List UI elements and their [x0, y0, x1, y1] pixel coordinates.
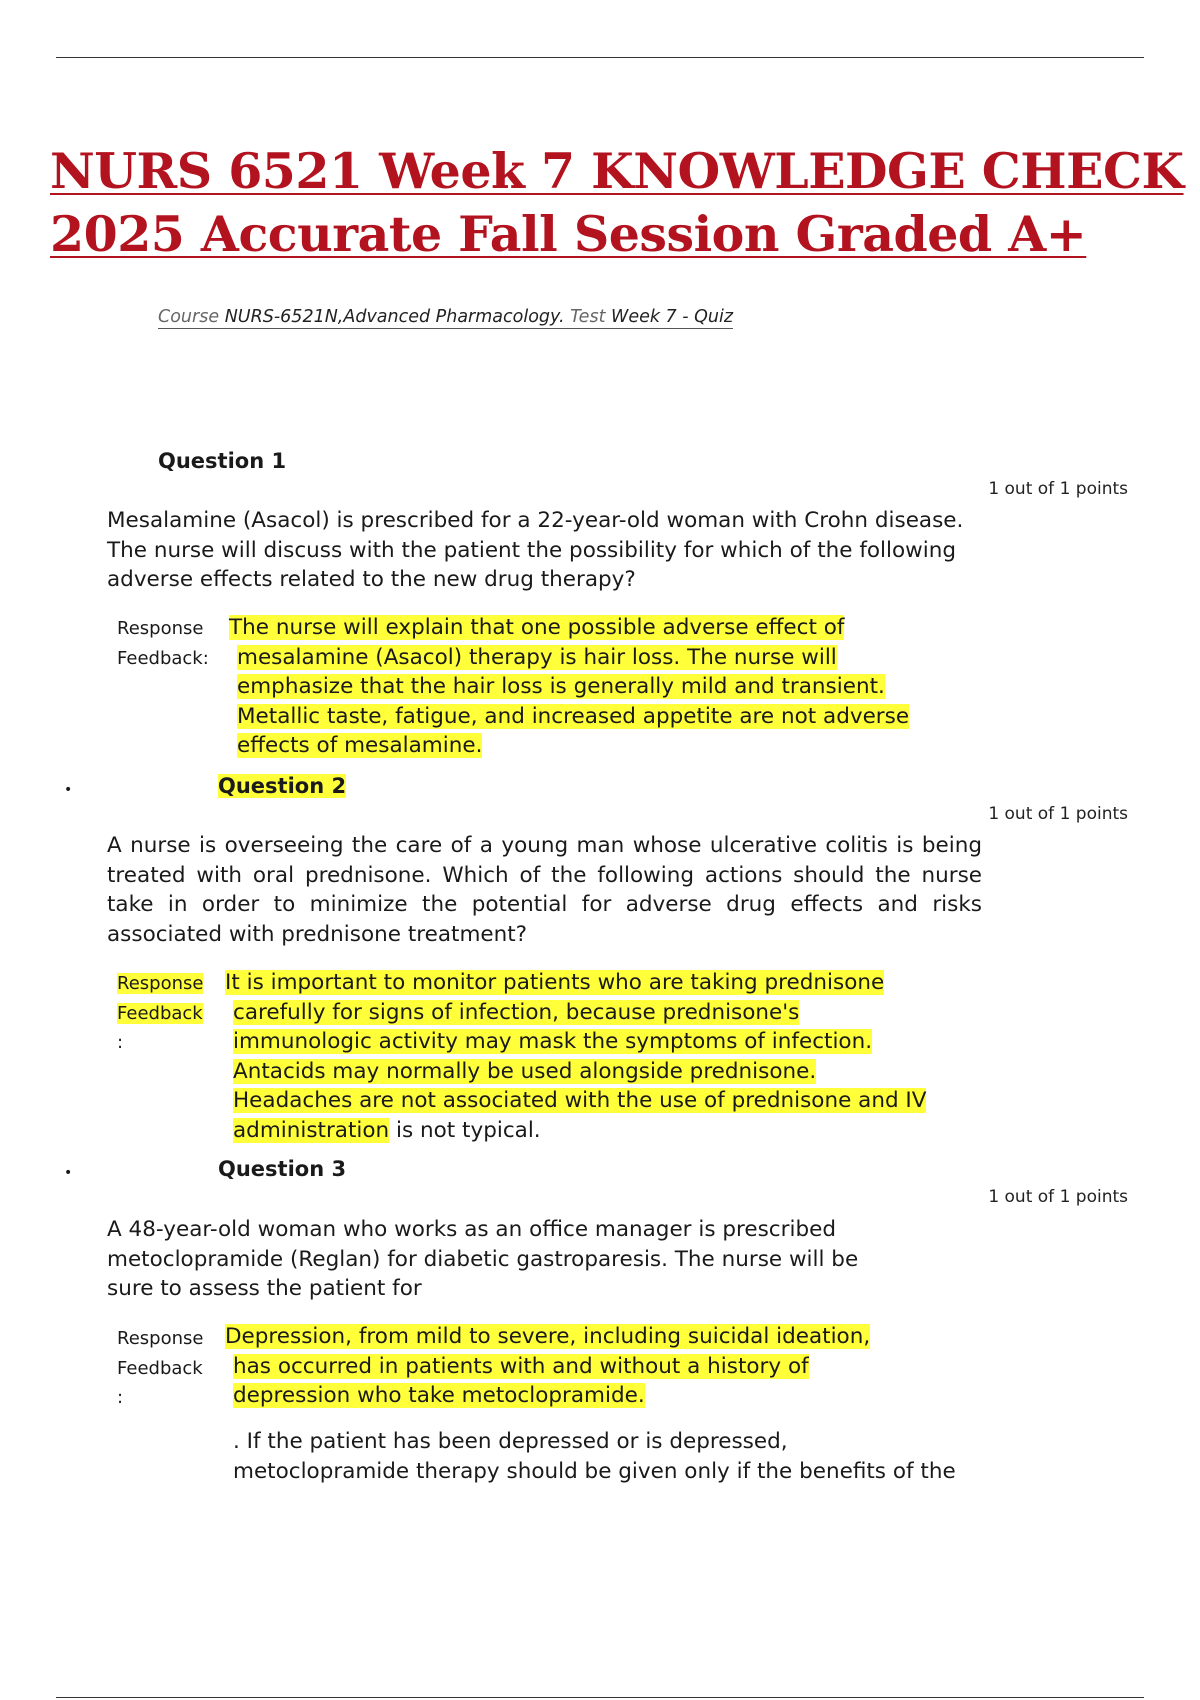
bottom-rule	[56, 1697, 1144, 1698]
feedback-line: effects of mesalamine.	[237, 733, 483, 758]
question-3-feedback	[225, 1322, 870, 1411]
feedback-line: Metallic taste, fatigue, and increased appetite are not adverse	[237, 703, 910, 729]
feedback-line: immunologic activity may mask the symptoms of infection.	[233, 1029, 873, 1054]
feedback-line: It is important to monitor patients who are taking prednisone	[225, 970, 885, 995]
label-colon: :	[117, 1387, 124, 1408]
question-2-points: 1 out of 1 points	[988, 804, 1128, 824]
feedback-line: The nurse will explain that one possible adverse effect of	[229, 615, 845, 640]
course-line	[158, 307, 733, 329]
question-3-text-line: metoclopramide (Reglan) for diabetic gastroparesis. The nurse will be	[107, 1246, 859, 1272]
label-colon: :	[117, 1032, 124, 1053]
question-3-feedback-label	[117, 1324, 203, 1413]
label-feedback: Feedback	[117, 1002, 203, 1024]
question-1-points: 1 out of 1 points	[988, 479, 1128, 499]
feedback-line: depression who take metoclopramide.	[233, 1383, 645, 1408]
feedback-line: emphasize that the hair loss is generally mild and transient.	[237, 674, 885, 699]
question-2-feedback-label	[117, 969, 203, 1058]
feedback-line: mesalamine (Asacol) therapy is hair loss. The nurse will	[237, 644, 837, 670]
question-2-feedback	[225, 968, 926, 1145]
feedback-line: carefully for signs of infection, because prednisone's	[233, 999, 800, 1025]
label-response: Response	[117, 618, 204, 639]
question-1-heading: Question 1	[158, 449, 287, 473]
label-feedback: Feedback:	[117, 647, 209, 669]
test-label: Test	[570, 307, 606, 327]
course-value: NURS-6521N,Advanced Pharmacology.	[224, 307, 565, 327]
question-1-feedback	[229, 613, 909, 761]
feedback-line-highlight: administration	[233, 1117, 390, 1143]
question-3-text-line: A 48-year-old woman who works as an office manager is prescribed	[107, 1217, 836, 1242]
extra-line: . If the patient has been depressed or is depressed,	[233, 1429, 788, 1454]
course-label: Course	[158, 307, 220, 327]
question-3-text-line: sure to assess the patient for	[107, 1276, 422, 1301]
extra-line: metoclopramide therapy should be given only if the benefits of the	[233, 1458, 956, 1484]
feedback-line: Antacids may normally be used alongside prednisone.	[233, 1058, 817, 1084]
question-3-heading: Question 3	[218, 1157, 347, 1181]
bullet-icon: •	[64, 1165, 73, 1181]
feedback-line: Headaches are not associated with the use of prednisone and IV	[233, 1088, 927, 1113]
bullet-icon: •	[64, 782, 73, 798]
feedback-line: Depression, from mild to severe, including suicidal ideation,	[225, 1324, 871, 1349]
document-title	[50, 140, 1184, 266]
question-3-extra	[233, 1427, 956, 1486]
label-response: Response	[117, 1328, 204, 1349]
label-response: Response	[117, 973, 204, 994]
label-feedback: Feedback	[117, 1357, 203, 1379]
top-rule	[56, 57, 1144, 58]
question-2-text: A nurse is overseeing the care of a young man whose ulcerative colitis is being treated with oral prednisone. Which of the following actions should the nurse take in order to minimize the potential for adverse drug effects and risks associated with prednisone treatment?	[107, 833, 982, 947]
question-3-text	[107, 1215, 1007, 1304]
question-1-feedback-label	[117, 614, 209, 673]
question-1-text: Mesalamine (Asacol) is prescribed for a 22-year-old woman with Crohn disease. The nurse will discuss with the patient the possibility for which of the following adverse effects related to the new drug therapy?	[107, 508, 964, 592]
question-3-points: 1 out of 1 points	[988, 1187, 1128, 1207]
feedback-line-rest: is not typical.	[389, 1117, 541, 1143]
question-2-heading-text: Question 2	[218, 774, 347, 798]
question-2-heading	[218, 774, 346, 798]
feedback-line: has occurred in patients with and without a history of	[233, 1353, 809, 1379]
title-line-2: 2025 Accurate Fall Session Graded A+	[50, 205, 1087, 263]
test-value: Week 7 - Quiz	[611, 307, 734, 327]
title-line-1: NURS 6521 Week 7 KNOWLEDGE CHECK	[50, 142, 1184, 200]
